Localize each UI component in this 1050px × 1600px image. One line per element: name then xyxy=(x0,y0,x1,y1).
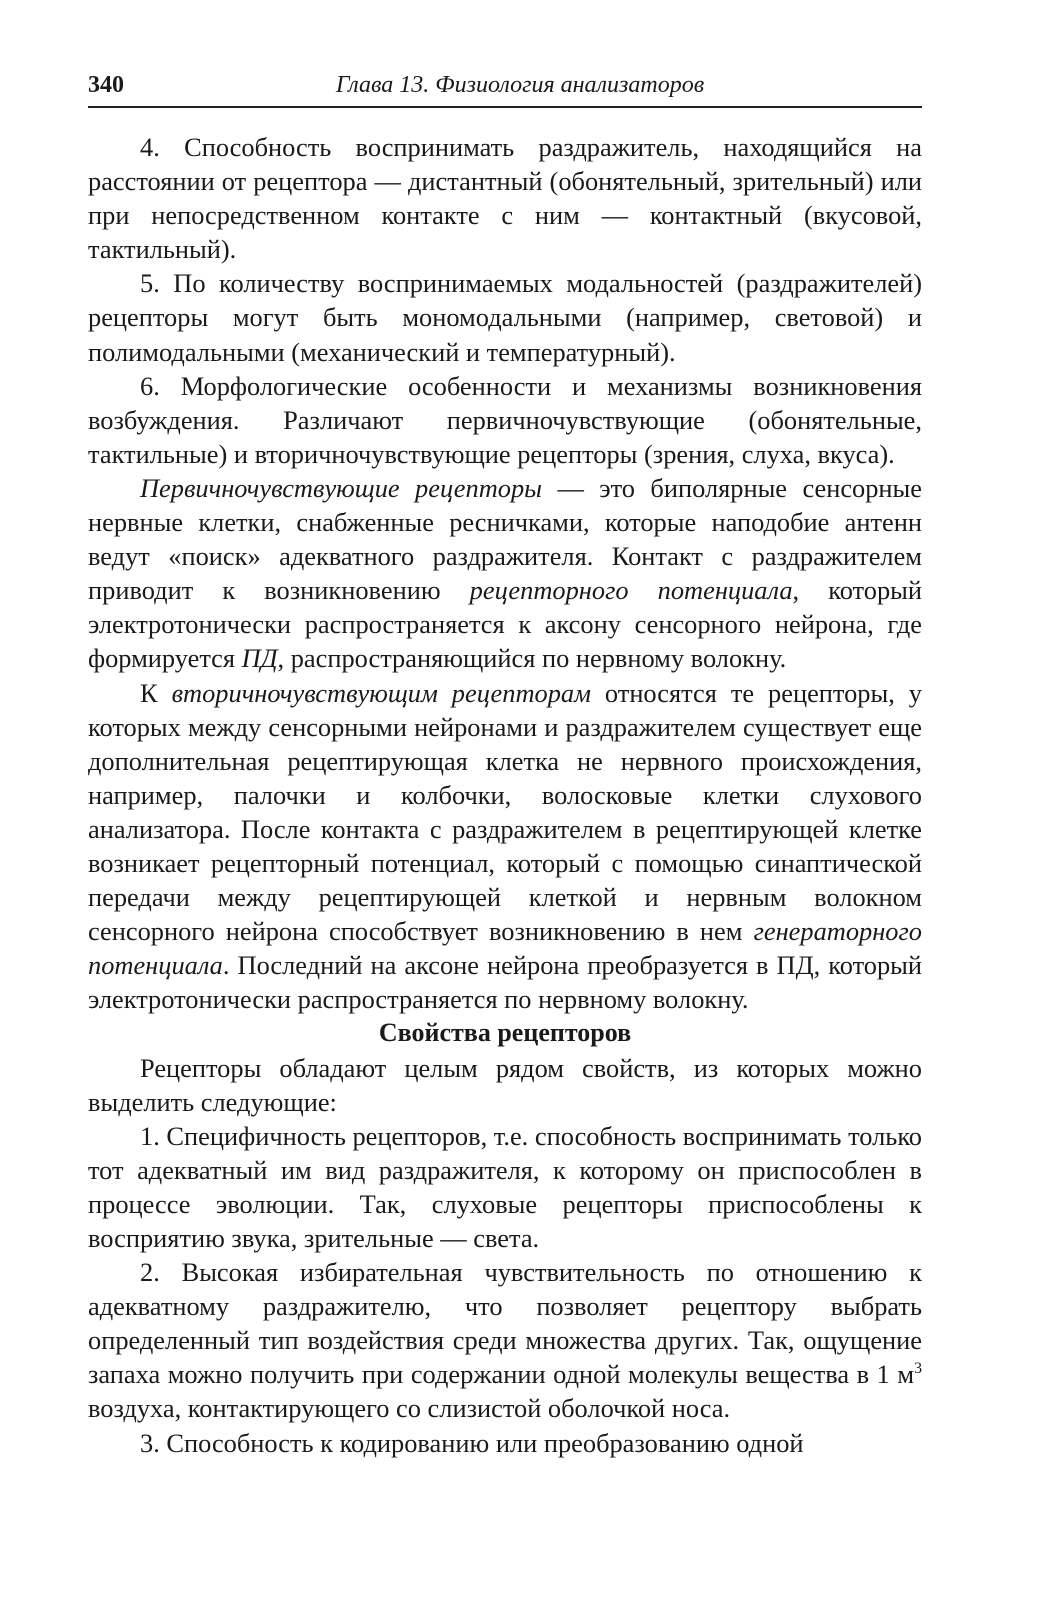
property-item-2 xyxy=(88,1255,922,1425)
paragraph-item-6: 6. Морфологические особенности и механизмы возникновения возбуждения. Различают первичночувствующие (обонятельные, тактильные) и вторичночувствующие рецепторы (зрения, слуха, вкуса). xyxy=(88,370,922,469)
page-header xyxy=(88,70,922,108)
text-segment: К xyxy=(140,677,172,708)
term-generator-potential: генераторного потенциала xyxy=(88,916,922,981)
term-secondary-receptors: вторичночувствующим рецепторам xyxy=(171,677,591,708)
paragraph-secondary-receptors xyxy=(88,676,922,1017)
text-segment: воздуха, контактирующего со слизистой оболочкой носа. xyxy=(88,1393,731,1424)
section-intro: Рецепторы обладают целым рядом свойств, из которых можно выделить следующие: xyxy=(88,1052,922,1117)
text-segment: , распространяющийся по нервному волокну. xyxy=(277,643,787,674)
term-receptor-potential: рецепторного потенциала xyxy=(469,575,793,606)
page-number: 340 xyxy=(88,72,124,98)
section-title: Свойства рецепторов xyxy=(378,1018,632,1048)
text-segment: , который электротонически распространяется к аксону сенсорного нейрона, где формируется xyxy=(88,575,922,674)
text-segment: относятся те рецепторы, у которых между сенсорными нейронами и раздражителем существует еще дополнительная рецептирующая клетка не нервного происхождения, например, палочки и колбочки, волосковые клетки слухового анализатора. После контакта с раздражителем в рецептирующей клетке возникает рецепторный потенциал, который с помощью синаптической передачи между рецептирующей клеткой и нервным волокном сенсорного нейрона способствует возникновению в нем xyxy=(88,677,923,947)
paragraph-item-4: 4. Способность воспринимать раздражитель, находящийся на расстоянии от рецептора — дистантный (обонятельный, зрительный) или при непосредственном контакте с ним — контактный (вкусовой, тактильный). xyxy=(88,132,922,265)
term-primary-receptors: Первичночувствующие рецепторы xyxy=(140,472,543,503)
property-item-3: 3. Способность к кодированию или преобразованию одной xyxy=(140,1427,804,1458)
text-segment: — это биполярные сенсорные нервные клетки, снабженные ресничками, которые наподобие антенн ведут «поиск» адекватного раздражителя. Контакт с раздражителем приводит к возникновению xyxy=(88,472,922,606)
property-item-1: 1. Специфичность рецепторов, т.е. способность воспринимать только тот адекватный им вид раздражителя, к которому он приспособлен в процессе эволюции. Так, слуховые рецепторы приспособлены к восприятию звука, зрительные — света. xyxy=(88,1120,922,1253)
text-segment: . Последний на аксоне нейрона преобразуется в ПД, который электротонически распространяется по нервному волокну. xyxy=(88,950,922,1015)
running-head: Глава 13. Физиология анализаторов xyxy=(335,72,705,98)
superscript: 3 xyxy=(914,1360,922,1378)
body-text xyxy=(88,130,922,1460)
paragraph-primary-receptors xyxy=(88,471,922,676)
paragraph-item-5: 5. По количеству воспринимаемых модальностей (раздражителей) рецепторы могут быть мономодальными (например, световой) и полимодальными (механический и температурный). xyxy=(88,268,922,367)
term-action-potential: ПД xyxy=(241,643,278,674)
text-segment: 2. Высокая избирательная чувствительность по отношению к адекватному раздражителю, что позволяет рецептору выбрать определенный тип воздействия среди множества других. Так, ощущение запаха можно получить при содержании одной молекулы вещества в 1 м xyxy=(88,1257,922,1390)
